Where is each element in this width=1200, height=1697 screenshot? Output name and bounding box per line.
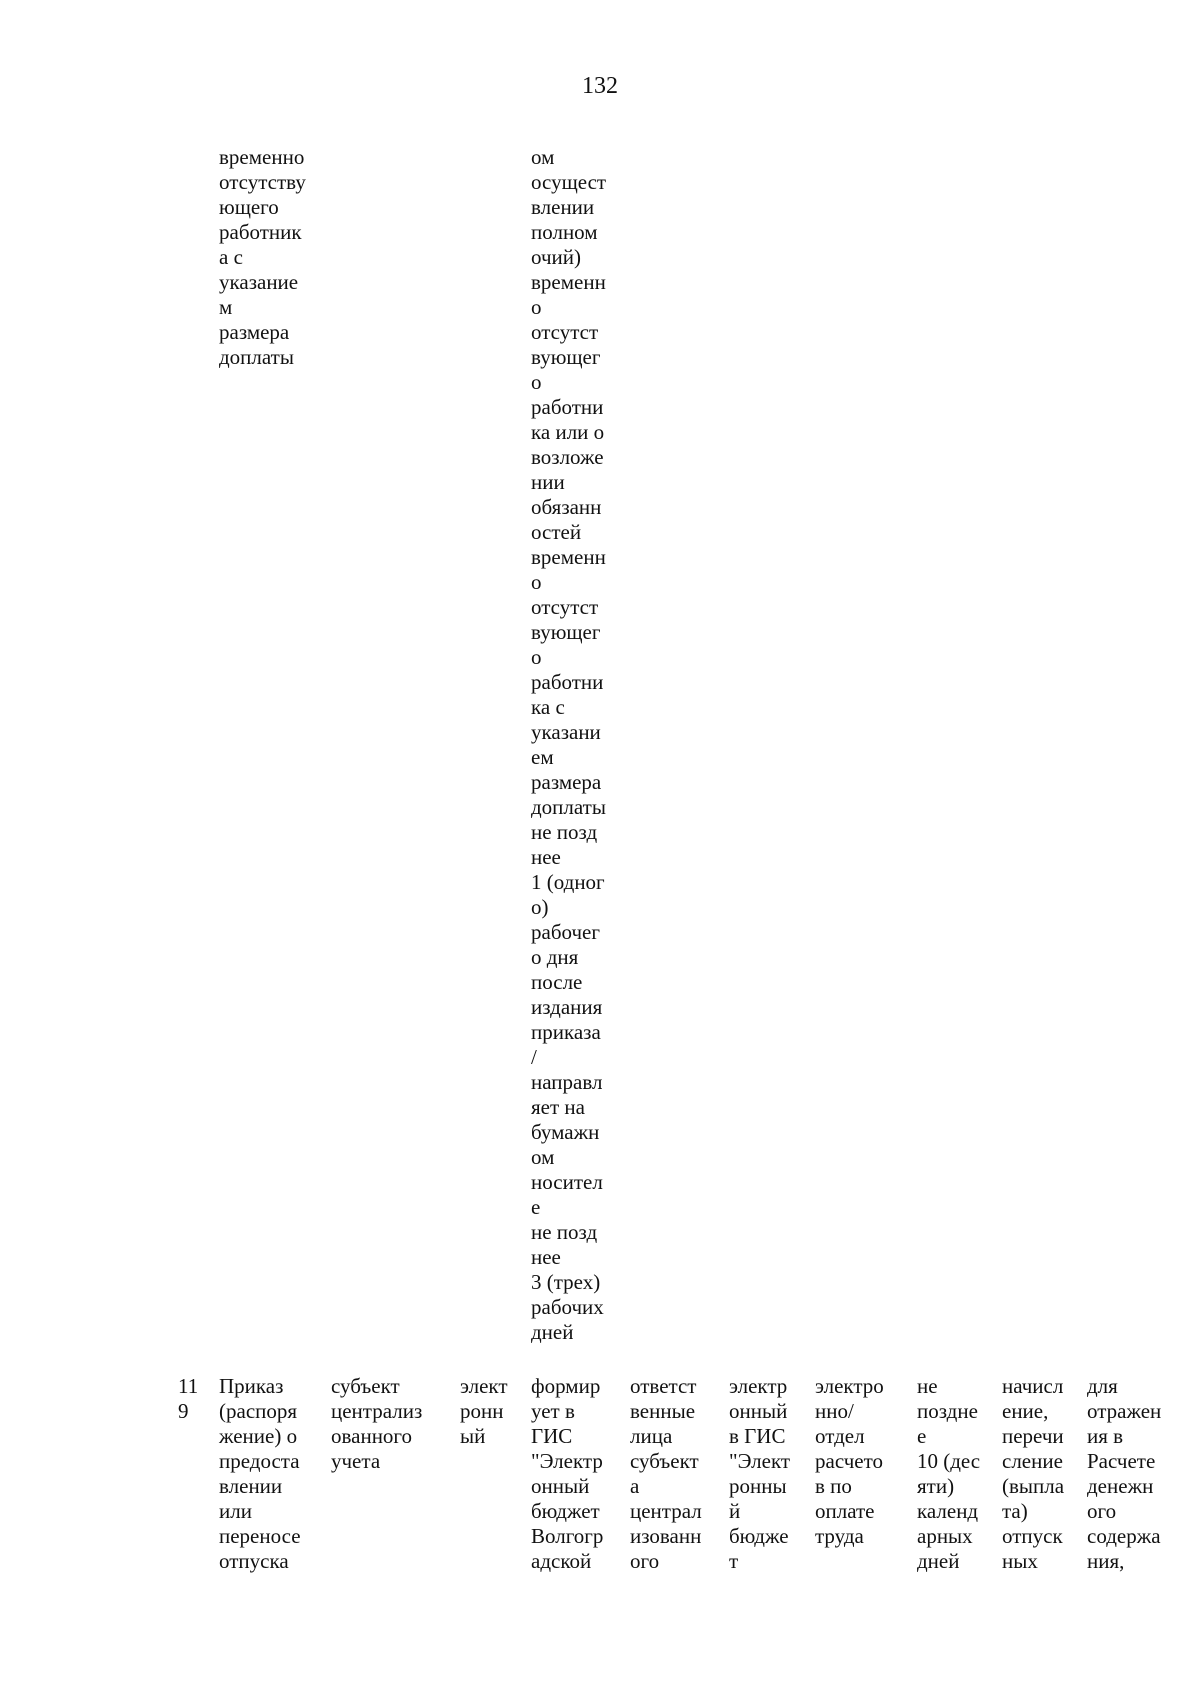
row-number-cell: 11 9	[178, 1374, 199, 1423]
procedure-cell: формир ует в ГИС "Электр онный бюджет Волгогр адской	[531, 1374, 604, 1573]
creator-cell: субъект централиз ованного учета	[331, 1374, 423, 1473]
format-cell: элект ронн ый	[460, 1374, 508, 1448]
operation-cell: начисл ение, перечи сление (выпла та) отпуск ных	[1002, 1374, 1065, 1573]
purpose-cell: для отражен ия в Расчете денежн ого содержа ния,	[1087, 1374, 1162, 1573]
deadline-cell: не поздне е 10 (дес яти) календ арных дней	[917, 1374, 981, 1573]
page-number: 132	[582, 73, 618, 99]
transfer-cell: электр онный в ГИС "Элект ронны й бюдже т	[729, 1374, 791, 1573]
continuation-procedure-cell: ом осущест влении полном очий) временн о отсутст вующег о работни ка или о возложе нии обязанн остей временн о отсутст вующег о работни ка с указани ем размера доплаты не позд нее 1 (одног о) рабочег о дня после издания приказа / направл яет на бумажн ом носител е не позд нее 3 (трех) рабочих дней	[531, 145, 607, 1344]
continuation-document-cell: временно отсутству ющего работник а с указание м размера доплаты	[219, 145, 306, 369]
responsible-cell: ответст венные лица субъект а централ изованн ого	[630, 1374, 702, 1573]
recipient-cell: электро нно/ отдел расчето в по оплате труда	[815, 1374, 884, 1548]
document-cell: Приказ (распоря жение) о предоста влении или переносе отпуска	[219, 1374, 301, 1573]
